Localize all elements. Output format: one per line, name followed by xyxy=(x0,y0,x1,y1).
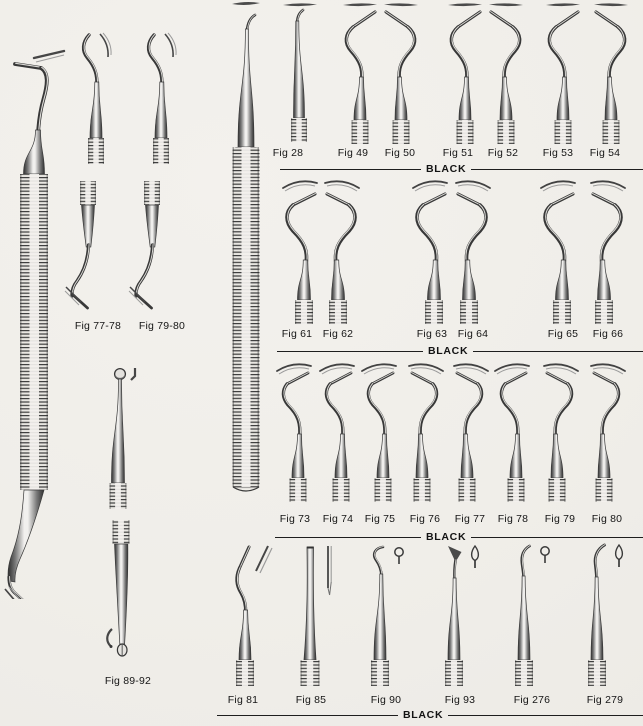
knurled-stub xyxy=(393,120,410,144)
knurled-stub xyxy=(498,120,515,144)
loop-profile-icon xyxy=(395,548,403,564)
b93-drawing xyxy=(428,542,488,688)
divider-black-row-2 xyxy=(277,345,643,358)
figure-label-fig-81: Fig 81 xyxy=(227,694,259,706)
knurled-stub xyxy=(80,181,96,205)
divider-line xyxy=(217,715,398,716)
knurled-stub xyxy=(595,300,613,324)
shaft xyxy=(82,205,95,247)
figure-label-fig-276: Fig 276 xyxy=(513,694,551,706)
figure-label-fig-52: Fig 52 xyxy=(487,147,519,159)
knurled-stub xyxy=(445,660,463,686)
knurled-stub xyxy=(375,478,392,502)
instrument-fig-79-80-lower xyxy=(128,177,178,312)
knurled-stub xyxy=(425,300,443,324)
knurled-stub xyxy=(459,478,476,502)
instrument-fig-62 xyxy=(316,176,368,326)
figure-label-fig-51: Fig 51 xyxy=(442,147,474,159)
shaft xyxy=(556,260,569,300)
blade-profile-icon xyxy=(541,181,575,191)
shaft xyxy=(463,260,476,300)
knurled-stub xyxy=(144,181,160,205)
blade-profile-icon xyxy=(283,3,317,6)
divider-label: BLACK xyxy=(403,708,444,721)
figure-label-fig-53: Fig 53 xyxy=(542,147,574,159)
shaft xyxy=(8,490,44,582)
blade-profile-icon xyxy=(591,181,625,191)
figure-label-fig-76: Fig 76 xyxy=(409,513,441,525)
instrument-long-probe xyxy=(224,0,268,505)
halftop-drawing xyxy=(135,26,185,171)
s3-drawing xyxy=(582,360,632,506)
shaft xyxy=(557,77,569,120)
knurled-stub xyxy=(352,120,369,144)
divider-line xyxy=(448,715,643,716)
knurled-handle xyxy=(233,147,260,491)
pin-profile-icon xyxy=(131,368,135,380)
knurled-stub xyxy=(333,478,350,502)
blade-profile-icon xyxy=(384,3,418,6)
blade-profile-icon xyxy=(489,3,523,6)
shaft xyxy=(146,205,159,247)
blade-profile-icon xyxy=(456,181,490,191)
instrument-fig-53 xyxy=(533,0,589,146)
shaft xyxy=(551,434,563,478)
shaft xyxy=(115,544,128,644)
figure-label-fig-64: Fig 64 xyxy=(457,328,489,340)
b279-drawing xyxy=(571,542,631,688)
shaft xyxy=(298,260,311,300)
shaft xyxy=(416,434,428,478)
shaft xyxy=(90,82,102,138)
blade-profile-icon xyxy=(256,546,272,573)
knurled-stub xyxy=(291,118,307,142)
blade-profile-icon xyxy=(5,587,32,599)
figure-label-fig-65: Fig 65 xyxy=(547,328,579,340)
knurled-handle xyxy=(20,174,48,490)
blade-profile-icon xyxy=(413,181,447,191)
s1-drawing xyxy=(585,0,641,146)
knurled-stub xyxy=(113,520,130,544)
instrument-fig-54 xyxy=(585,0,641,146)
figure-label-fig-85: Fig 85 xyxy=(295,694,327,706)
knurled-stub xyxy=(301,660,320,686)
instrument-fig-78 xyxy=(488,360,538,506)
divider-black-row-4 xyxy=(217,709,643,722)
instrument-fig-89-92-upper xyxy=(94,363,150,513)
chisel-tip xyxy=(304,547,316,660)
instrument-fig-276 xyxy=(498,542,558,688)
figure-label-fig-50: Fig 50 xyxy=(384,147,416,159)
instrument-fig-28 xyxy=(270,0,326,146)
figure-label-fig-49: Fig 49 xyxy=(337,147,369,159)
knurled-stub xyxy=(508,478,525,502)
blade-profile-icon xyxy=(283,181,317,191)
shaft xyxy=(459,77,471,120)
blade-profile-icon xyxy=(343,3,377,6)
figure-label-fig-73: Fig 73 xyxy=(279,513,311,525)
knurled-stub xyxy=(553,300,571,324)
knurled-stub xyxy=(596,478,613,502)
shaft xyxy=(598,260,611,300)
straight-drawing xyxy=(270,0,326,146)
s3-drawing xyxy=(355,360,405,506)
instrument-fig-279 xyxy=(571,542,631,688)
instrument-fig-89-92-lower xyxy=(95,518,151,668)
figure-label-fig-63: Fig 63 xyxy=(416,328,448,340)
knurled-stub xyxy=(110,483,127,509)
shaft xyxy=(428,260,441,300)
s2-drawing xyxy=(582,176,634,326)
knurled-stub xyxy=(588,660,606,686)
blade-profile-icon xyxy=(325,181,359,191)
knurled-stub xyxy=(329,300,347,324)
knurled-stub xyxy=(236,660,254,686)
blade-profile-icon xyxy=(448,3,482,6)
shaft xyxy=(448,578,460,660)
s3-drawing xyxy=(488,360,538,506)
instrument-fig-93 xyxy=(428,542,488,688)
shaft xyxy=(112,379,125,483)
shaft xyxy=(354,77,366,120)
shaft xyxy=(239,610,251,660)
knurled-stub xyxy=(457,120,474,144)
excavtop-drawing xyxy=(94,363,150,513)
instrument-fig-85 xyxy=(283,542,343,688)
s3-drawing xyxy=(535,360,585,506)
instrument-fig-81 xyxy=(218,542,278,688)
divider-label: BLACK xyxy=(428,344,469,357)
blade-profile-icon xyxy=(232,2,260,5)
knurled-stub xyxy=(549,478,566,502)
b81-drawing xyxy=(218,542,278,688)
figure-label-fig-54: Fig 54 xyxy=(589,147,621,159)
divider-black-row-1 xyxy=(280,163,643,176)
divider-line xyxy=(277,351,423,352)
s1-drawing xyxy=(375,0,431,146)
shaft xyxy=(518,576,530,660)
shaft xyxy=(292,434,304,478)
figure-label-fig-62: Fig 62 xyxy=(322,328,354,340)
instrument-fig-76 xyxy=(400,360,450,506)
knurled-stub xyxy=(414,478,431,502)
figure-label-fig-28: Fig 28 xyxy=(272,147,304,159)
shaft xyxy=(591,577,603,660)
ball-burnisher-tip xyxy=(115,369,126,380)
figure-label-fig-78: Fig 78 xyxy=(497,513,529,525)
instrument-fig-80 xyxy=(582,360,632,506)
figure-label-fig-89-92: Fig 89-92 xyxy=(104,675,152,687)
shaft xyxy=(500,77,512,120)
divider-label: BLACK xyxy=(426,530,467,543)
shaft xyxy=(395,77,407,120)
figure-label-fig-77-78: Fig 77-78 xyxy=(74,320,122,332)
teardrop-profile-icon xyxy=(616,545,623,567)
divider-line xyxy=(471,169,643,170)
divider-line xyxy=(275,537,421,538)
shaft xyxy=(374,574,386,660)
blade-profile-icon xyxy=(34,51,64,62)
shaft xyxy=(332,260,345,300)
knurled-stub xyxy=(290,478,307,502)
figure-label-fig-90: Fig 90 xyxy=(370,694,402,706)
instrument-fig-77-78-lower xyxy=(64,177,114,312)
b276-drawing xyxy=(498,542,558,688)
instrument-fig-90 xyxy=(353,542,413,688)
probe-drawing xyxy=(224,0,268,505)
hook-profile-icon xyxy=(107,629,112,648)
s2-drawing xyxy=(532,176,584,326)
figure-label-fig-77: Fig 77 xyxy=(454,513,486,525)
excavbottom-drawing xyxy=(95,518,151,668)
knurled-stub xyxy=(460,300,478,324)
shaft xyxy=(510,434,522,478)
shaft xyxy=(238,29,254,147)
s2-drawing xyxy=(316,176,368,326)
instrument-fig-50 xyxy=(375,0,431,146)
pin-profile-icon xyxy=(328,546,331,595)
divider-line xyxy=(471,537,643,538)
knurled-stub xyxy=(295,300,313,324)
halftop-drawing xyxy=(70,26,120,171)
halfbottom-drawing xyxy=(128,177,178,312)
instrument-fig-52 xyxy=(480,0,536,146)
instrument-fig-65 xyxy=(532,176,584,326)
knurled-stub xyxy=(555,120,572,144)
shaft xyxy=(24,130,45,174)
instrument-fig-75 xyxy=(355,360,405,506)
figure-label-fig-279: Fig 279 xyxy=(586,694,624,706)
instrument-fig-79-80-upper xyxy=(135,26,185,171)
b85-drawing xyxy=(283,542,343,688)
teardrop-profile-icon xyxy=(472,546,479,568)
instrument-fig-77-78-upper xyxy=(70,26,120,171)
divider-label: BLACK xyxy=(426,162,467,175)
divider-line xyxy=(473,351,643,352)
instrument-large-double-ended-scaler xyxy=(2,24,68,599)
shaft xyxy=(155,82,167,138)
knurled-stub xyxy=(153,138,169,164)
shaft xyxy=(294,21,305,118)
blade-profile-icon xyxy=(594,3,628,6)
figure-label-fig-93: Fig 93 xyxy=(444,694,476,706)
instrument-fig-64 xyxy=(447,176,499,326)
figure-label-fig-61: Fig 61 xyxy=(281,328,313,340)
instrument-fig-79 xyxy=(535,360,585,506)
knurled-stub xyxy=(603,120,620,144)
figure-label-fig-66: Fig 66 xyxy=(592,328,624,340)
knurled-stub xyxy=(371,660,389,686)
shaft xyxy=(377,434,389,478)
figure-label-fig-74: Fig 74 xyxy=(322,513,354,525)
instrument-fig-66 xyxy=(582,176,634,326)
shaft xyxy=(598,434,610,478)
s1-drawing xyxy=(480,0,536,146)
knurled-stub xyxy=(88,138,104,164)
s3-drawing xyxy=(400,360,450,506)
blade-profile-icon xyxy=(546,3,580,6)
s1-drawing xyxy=(533,0,589,146)
blade-profile-icon xyxy=(100,33,111,57)
blade-profile-icon xyxy=(165,33,176,57)
loop-profile-icon xyxy=(541,547,549,563)
shaft xyxy=(335,434,347,478)
shaft xyxy=(461,434,473,478)
s2-drawing xyxy=(447,176,499,326)
shaft xyxy=(605,77,617,120)
divider-line xyxy=(280,169,421,170)
knurled-stub xyxy=(515,660,533,686)
figure-label-fig-75: Fig 75 xyxy=(364,513,396,525)
b90-drawing xyxy=(353,542,413,688)
figure-label-fig-79-80: Fig 79-80 xyxy=(138,320,186,332)
figure-label-fig-80: Fig 80 xyxy=(591,513,623,525)
bigleft-drawing xyxy=(2,24,68,599)
figure-label-fig-79: Fig 79 xyxy=(544,513,576,525)
halfbottom-drawing xyxy=(64,177,114,312)
